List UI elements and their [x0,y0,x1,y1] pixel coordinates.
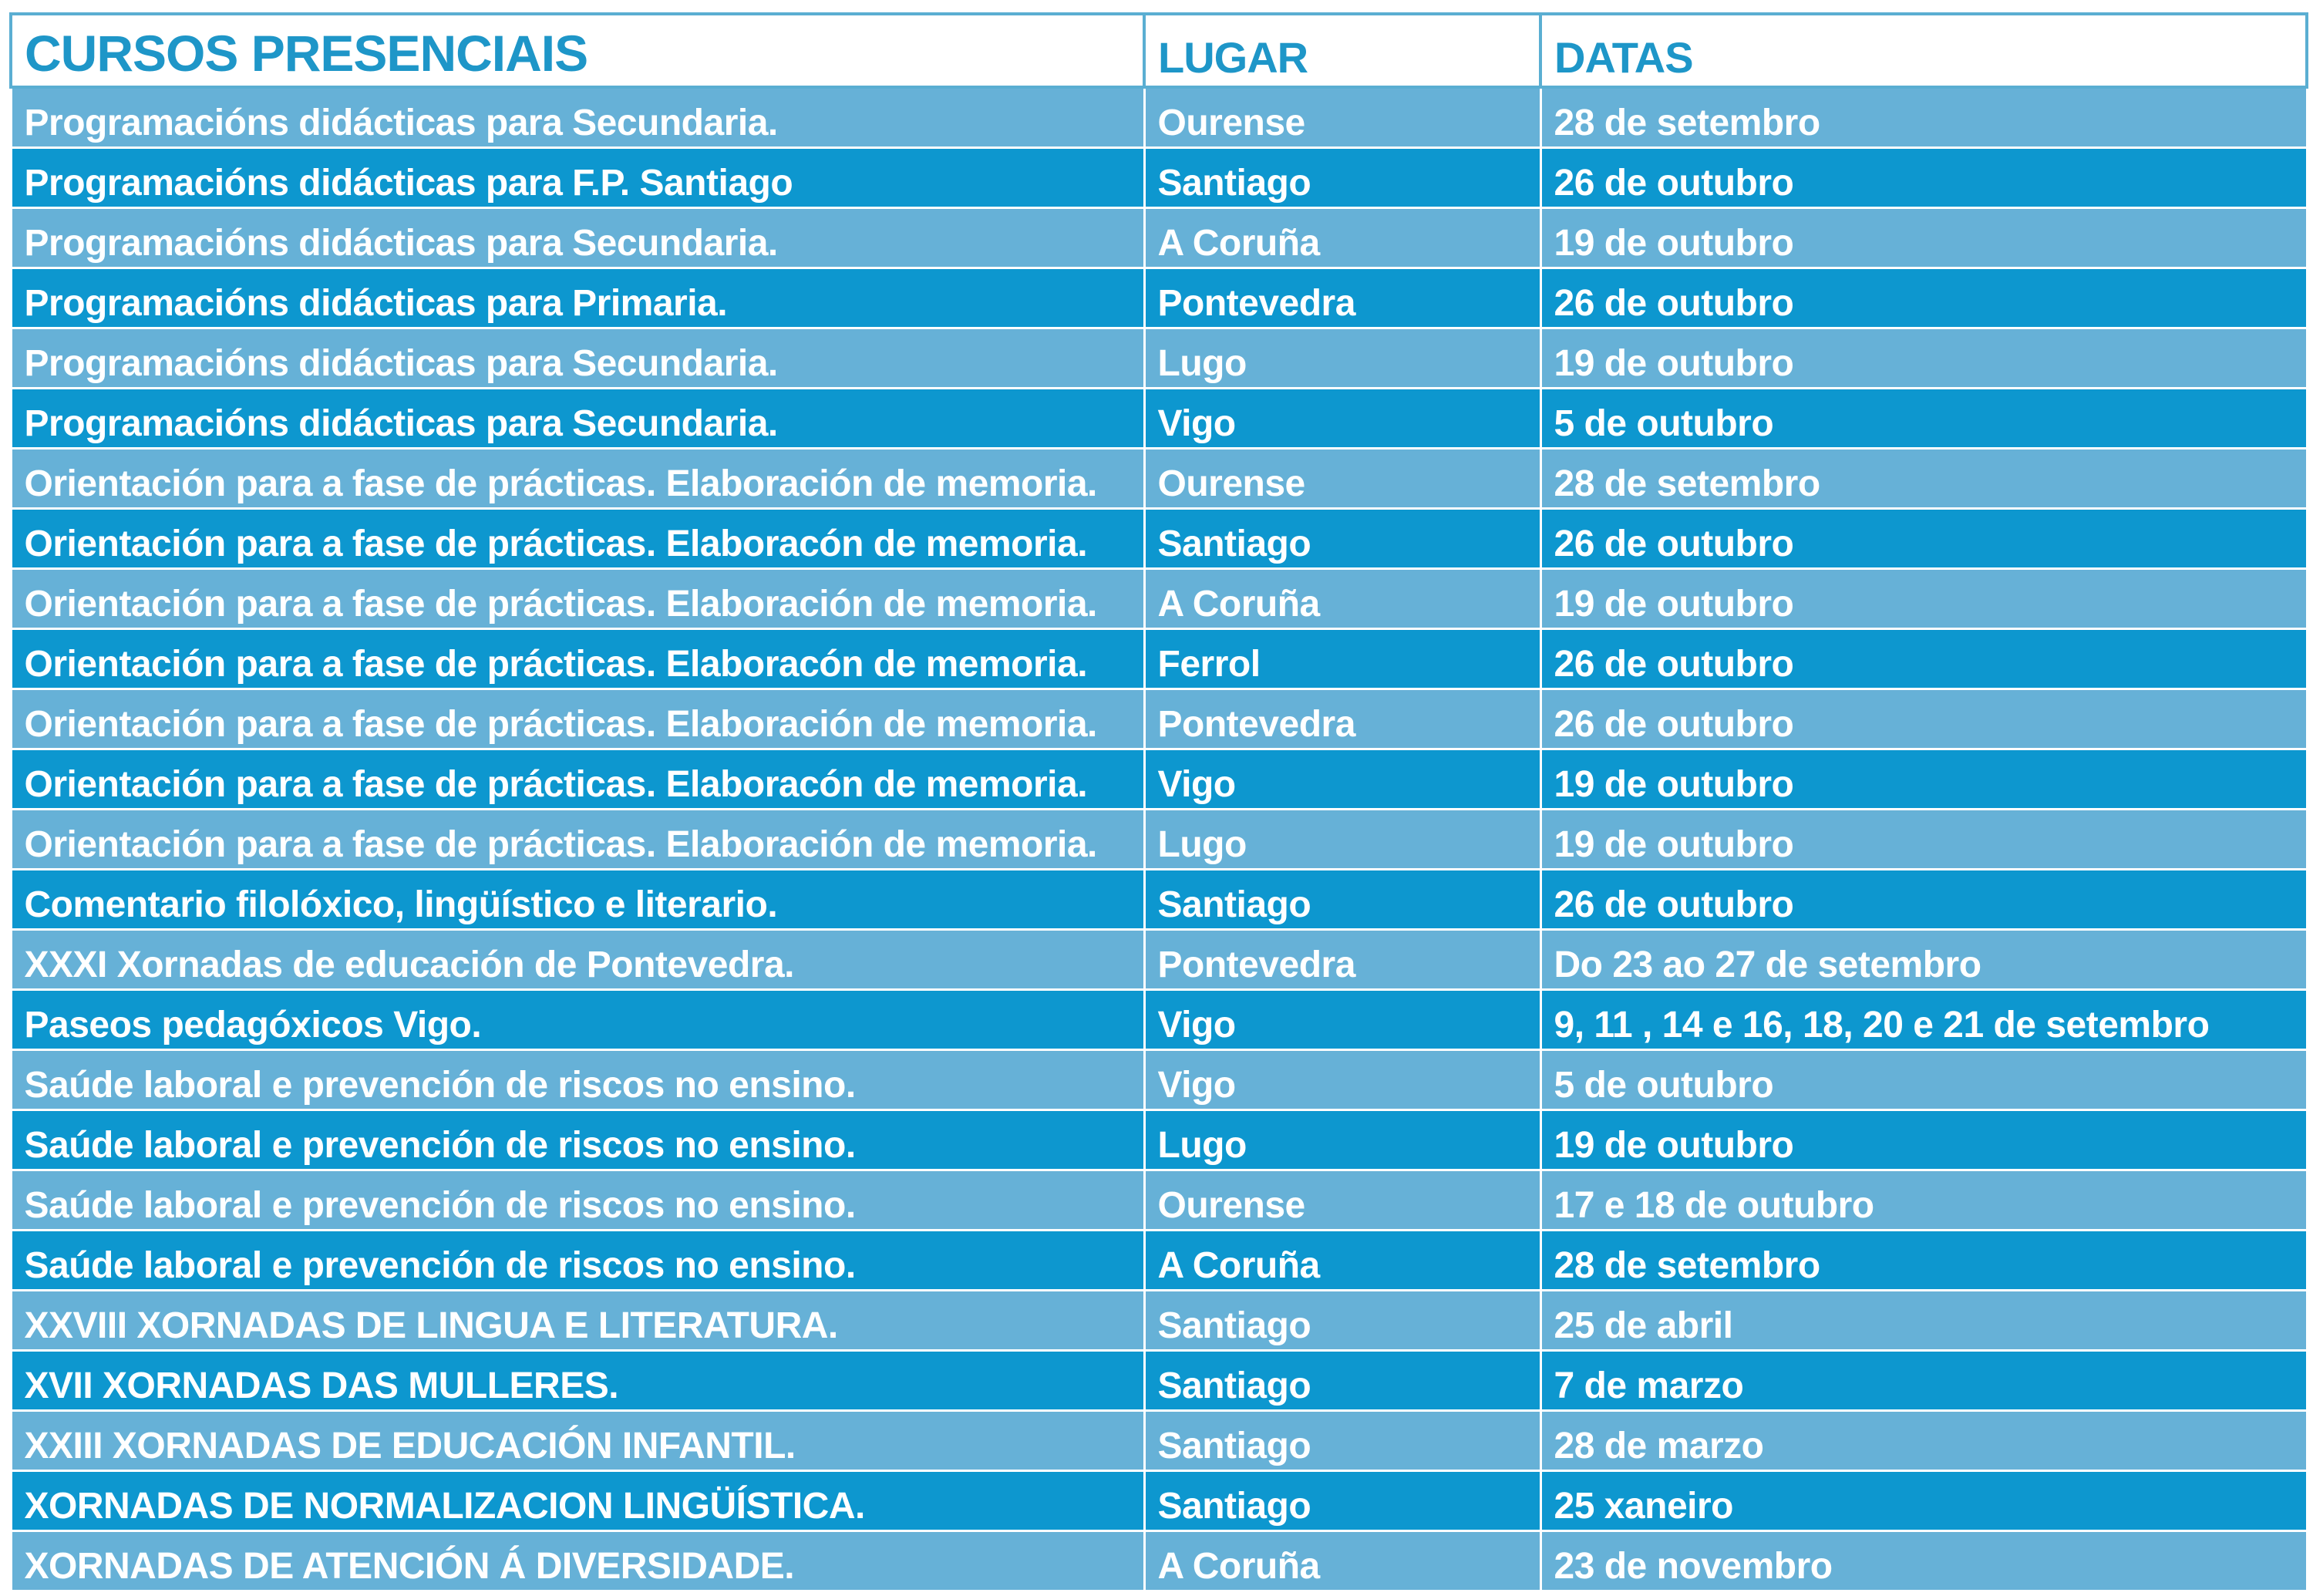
place-cell: Santiago [1144,147,1540,207]
dates-cell: 23 de novembro [1540,1530,2307,1591]
course-cell: Orientación para a fase de prácticas. Elaboracón de memoria. [11,628,1144,689]
course-cell: XXIII XORNADAS DE EDUCACIÓN INFANTIL. [11,1410,1144,1470]
table-row [11,628,2307,689]
table-row [11,689,2307,749]
course-cell: Programacións didácticas para F.P. Santiago [11,147,1144,207]
place-cell: A Coruña [1144,207,1540,268]
place-cell: Santiago [1144,1470,1540,1530]
place-cell: Ourense [1144,1170,1540,1230]
course-cell: Saúde laboral e prevención de riscos no ensino. [11,1109,1144,1170]
header-courses: CURSOS PRESENCIAIS [11,14,1144,87]
table-row [11,1410,2307,1470]
place-cell: Vigo [1144,388,1540,448]
dates-cell: 28 de setembro [1540,448,2307,508]
place-cell: Pontevedra [1144,689,1540,749]
dates-cell: 19 de outubro [1540,207,2307,268]
table-row [11,1530,2307,1591]
place-cell: Ourense [1144,87,1540,147]
course-cell: Saúde laboral e prevención de riscos no ensino. [11,1170,1144,1230]
dates-cell: 19 de outubro [1540,1109,2307,1170]
dates-cell: 25 de abril [1540,1290,2307,1350]
dates-cell: 5 de outubro [1540,1049,2307,1109]
table-row [11,1350,2307,1410]
table-row [11,929,2307,989]
table-row [11,749,2307,809]
place-cell: Vigo [1144,989,1540,1049]
place-cell: Lugo [1144,809,1540,869]
place-cell: Ourense [1144,448,1540,508]
place-cell: Santiago [1144,1350,1540,1410]
table-row [11,1170,2307,1230]
table-header [11,14,2307,87]
dates-cell: 19 de outubro [1540,328,2307,388]
place-cell: Santiago [1144,508,1540,568]
table-row [11,207,2307,268]
dates-cell: 26 de outubro [1540,869,2307,929]
place-cell: Santiago [1144,1410,1540,1470]
place-cell: Vigo [1144,1049,1540,1109]
place-cell: Santiago [1144,869,1540,929]
table-row [11,1470,2307,1530]
course-cell: XORNADAS DE NORMALIZACION LINGÜÍSTICA. [11,1470,1144,1530]
table-row [11,1049,2307,1109]
header-place: LUGAR [1144,14,1540,87]
course-cell: Orientación para a fase de prácticas. Elaboracón de memoria. [11,749,1144,809]
place-cell: A Coruña [1144,1230,1540,1290]
table-row [11,989,2307,1049]
course-cell: Programacións didácticas para Secundaria. [11,328,1144,388]
dates-cell: 17 e 18 de outubro [1540,1170,2307,1230]
course-cell: XVII XORNADAS DAS MULLERES. [11,1350,1144,1410]
dates-cell: 28 de marzo [1540,1410,2307,1470]
place-cell: Vigo [1144,749,1540,809]
table-row [11,1230,2307,1290]
dates-cell: 19 de outubro [1540,749,2307,809]
table-row [11,268,2307,328]
table-row [11,1109,2307,1170]
table-body [11,87,2307,1591]
place-cell: Ferrol [1144,628,1540,689]
course-cell: Saúde laboral e prevención de riscos no ensino. [11,1049,1144,1109]
course-cell: XXXI Xornadas de educación de Pontevedra. [11,929,1144,989]
table-row [11,869,2307,929]
dates-cell: 26 de outubro [1540,508,2307,568]
dates-cell: 28 de setembro [1540,87,2307,147]
dates-cell: 5 de outubro [1540,388,2307,448]
course-cell: XORNADAS DE ATENCIÓN Á DIVERSIDADE. [11,1530,1144,1591]
table-row [11,508,2307,568]
place-cell: Lugo [1144,328,1540,388]
course-cell: Orientación para a fase de prácticas. Elaboración de memoria. [11,809,1144,869]
table-row [11,87,2307,147]
dates-cell: 26 de outubro [1540,689,2307,749]
place-cell: Lugo [1144,1109,1540,1170]
header-dates: DATAS [1540,14,2307,87]
course-cell: Orientación para a fase de prácticas. Elaboración de memoria. [11,689,1144,749]
course-cell: Programacións didácticas para Secundaria. [11,388,1144,448]
dates-cell: 28 de setembro [1540,1230,2307,1290]
place-cell: Pontevedra [1144,268,1540,328]
dates-cell: 26 de outubro [1540,628,2307,689]
course-cell: Programacións didácticas para Secundaria. [11,207,1144,268]
table-row [11,147,2307,207]
course-cell: Paseos pedagóxicos Vigo. [11,989,1144,1049]
table-row [11,448,2307,508]
dates-cell: 26 de outubro [1540,147,2307,207]
dates-cell: 19 de outubro [1540,568,2307,628]
table-row [11,1290,2307,1350]
place-cell: A Coruña [1144,568,1540,628]
courses-table [9,12,2308,1592]
dates-cell: 25 xaneiro [1540,1470,2307,1530]
dates-cell: 9, 11 , 14 e 16, 18, 20 e 21 de setembro [1540,989,2307,1049]
course-cell: Orientación para a fase de prácticas. Elaboración de memoria. [11,568,1144,628]
header-row [11,14,2307,87]
place-cell: A Coruña [1144,1530,1540,1591]
table-row [11,388,2307,448]
dates-cell: 26 de outubro [1540,268,2307,328]
table-row [11,568,2307,628]
dates-cell: 19 de outubro [1540,809,2307,869]
course-cell: Programacións didácticas para Secundaria. [11,87,1144,147]
course-cell: Orientación para a fase de prácticas. Elaboración de memoria. [11,448,1144,508]
table-row [11,809,2307,869]
place-cell: Santiago [1144,1290,1540,1350]
dates-cell: Do 23 ao 27 de setembro [1540,929,2307,989]
course-cell: XXVIII XORNADAS DE LINGUA E LITERATURA. [11,1290,1144,1350]
table-row [11,328,2307,388]
dates-cell: 7 de marzo [1540,1350,2307,1410]
course-cell: Comentario filolóxico, lingüístico e literario. [11,869,1144,929]
course-cell: Saúde laboral e prevención de riscos no ensino. [11,1230,1144,1290]
place-cell: Pontevedra [1144,929,1540,989]
course-cell: Programacións didácticas para Primaria. [11,268,1144,328]
course-cell: Orientación para a fase de prácticas. Elaboracón de memoria. [11,508,1144,568]
